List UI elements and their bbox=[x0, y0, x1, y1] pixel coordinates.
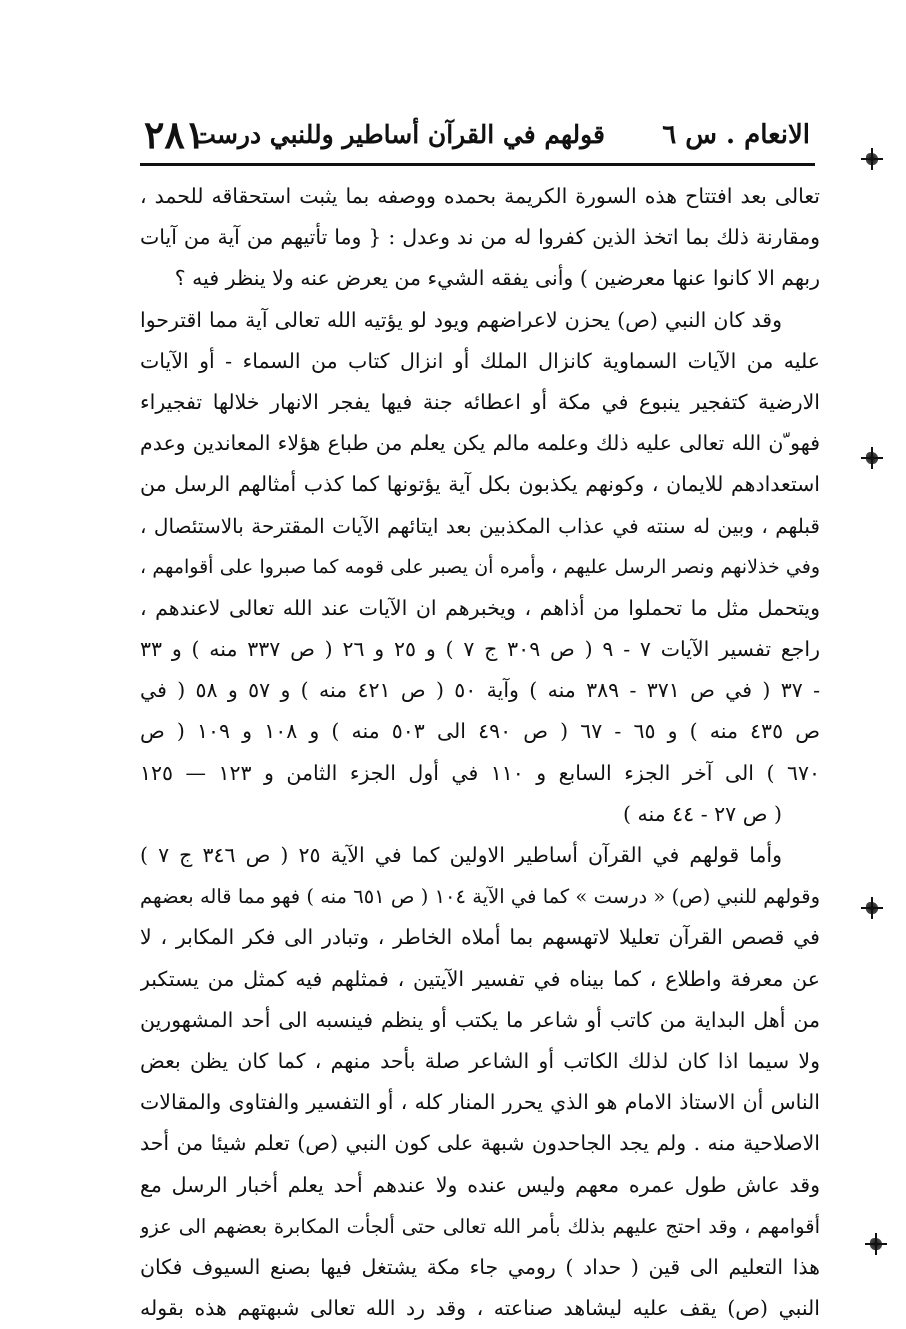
page-number: ٢٨١ bbox=[144, 112, 206, 157]
text-line: وقد كان النبي (ص) يحزن لاعراضهم ويود لو يؤتيه الله تعالى آية مما اقترحوا bbox=[140, 307, 782, 332]
text-line: قبلهم ، وبين له سنته في عذاب المكذبين بعد ايتائهم الآيات المقترحة بالاستئصال ، bbox=[140, 513, 820, 538]
binding-hole-mark bbox=[866, 902, 878, 914]
text-line: - ٣٧ ( في ص ٣٧١ - ٣٨٩ منه ) وآية ٥٠ ( ص ٤٢١ منه ) و ٥٧ و ٥٨ ( في bbox=[140, 678, 820, 703]
binding-hole-mark bbox=[870, 1238, 882, 1250]
text-line: راجع تفسير الآيات ٧ - ٩ ( ص ٣٠٩ ج ٧ ) و ٢٥ و ٢٦ ( ص ٣٣٧ منه ) و ٣٣ bbox=[140, 637, 820, 662]
text-line: هذا التعليم الى قين ( حداد ) رومي جاء مكة يشتغل فيها بصنع السيوف فكان bbox=[140, 1254, 820, 1279]
text-line: تعالى بعد افتتاح هذه السورة الكريمة بحمده ووصفه بما يثبت استحقاقه للحمد ، bbox=[140, 184, 820, 208]
text-line: وأما قولهم في القرآن أساطير الاولين كما في الآية ٢٥ ( ص ٣٤٦ ج ٧ ) bbox=[140, 843, 783, 867]
header-rule bbox=[140, 163, 815, 166]
text-line: ويتحمل مثل ما تحملوا من أذاهم ، ويخبرهم ان الآيات عند الله تعالى لاعندهم ، bbox=[140, 595, 820, 620]
text-line: الاصلاحية منه . ولم يجد الجاحدون شبهة على كون النبي (ص) تعلم شيئا من أحد bbox=[140, 1131, 820, 1156]
text-line: ومقارنة ذلك بما اتخذ الذين كفروا له من ند وعدل : { وما تأتيهم من آية من آيات bbox=[140, 225, 820, 250]
text-line: عن معرفة واطلاع ، كما بيناه في تفسير الآيتين ، فمثلهم فيه كمثل من يستكبر bbox=[140, 966, 820, 991]
text-line: ( ص ٢٧ - ٤٤ منه ) bbox=[622, 801, 782, 826]
text-line: استعدادهم للايمان ، وكونهم يكذبون بكل آية يؤتونها كما كذب أمثالهم الرسل من bbox=[140, 472, 820, 497]
chapter-reference: الانعام . س ٦ bbox=[662, 120, 810, 150]
text-line: الناس أن الاستاذ الامام هو الذي يحرر المنار كله ، أو التفسير والفتاوى والمقالات bbox=[140, 1090, 820, 1115]
text-line: ولا سيما اذا كان لذلك الكاتب أو الشاعر صلة بأحد منهم ، كما كان يظن بعض bbox=[140, 1048, 820, 1073]
text-line: وقد عاش طول عمره معهم وليس عنده ولا عندهم أحد يعلم أخبار الرسل مع bbox=[140, 1172, 820, 1197]
body-text bbox=[140, 176, 820, 1329]
running-header bbox=[140, 112, 810, 162]
binding-hole-mark bbox=[866, 452, 878, 464]
text-line: ص ٤٣٥ منه ) و ٦٥ - ٦٧ ( ص ٤٩٠ الى ٥٠٣ منه ) و ١٠٨ و ١٠٩ ( ص bbox=[140, 719, 820, 744]
text-line: في قصص القرآن تعليلا لاتهسهم بما أملاه الخاطر ، وتبادر الى فكر المكابر ، لا bbox=[140, 925, 820, 950]
text-line: وقولهم للنبي (ص) « درست » كما في الآية ١٠٤ ( ص ٦٥١ منه ) فهو مما قاله بعضهم bbox=[140, 885, 820, 909]
text-line: ربهم الا كانوا عنها معرضين ) وأنى يفقه الشيء من يعرض عنه ولا ينظر فيه ؟ bbox=[174, 266, 820, 291]
binding-hole-mark bbox=[866, 153, 878, 165]
text-line: أقوامهم ، وقد احتج عليهم بذلك بأمر الله تعالى حتى ألجأت المكابرة بعضهم الى عزو bbox=[140, 1214, 820, 1238]
text-line: الارضية كتفجير ينبوع في مكة أو اعطائه جنة فيها يفجر الانهار خلالها تفجيراء bbox=[140, 389, 820, 414]
text-line: فهو ّن الله تعالى عليه ذلك وعلمه مالم يكن يعلم من طباع هؤلاء المعاندين وعدم bbox=[140, 431, 820, 456]
text-line: النبي (ص) يقف عليه ليشاهد صناعته ، وقد رد الله تعالى شبهتهم هذه بقوله bbox=[140, 1296, 820, 1321]
text-line: عليه من الآيات السماوية كانزال الملك أو انزال كتاب من السماء - أو الآيات bbox=[140, 348, 820, 373]
section-title: قولهم في القرآن أساطير وللنبي درست bbox=[192, 120, 605, 149]
text-line: وفي خذلانهم ونصر الرسل عليهم ، وأمره أن يصبر على قومه كما صبروا على أقوامهم ، bbox=[140, 555, 820, 578]
text-line: من أهل البداية من كاتب أو شاعر ما يكتب أو ينظم فينسبه الى أحد المشهورين bbox=[140, 1007, 820, 1032]
text-line: ٦٧٠ ) الى آخر الجزء السابع و ١١٠ في أول الجزء الثامن و ١٢٣ — ١٢٥ bbox=[140, 760, 820, 785]
